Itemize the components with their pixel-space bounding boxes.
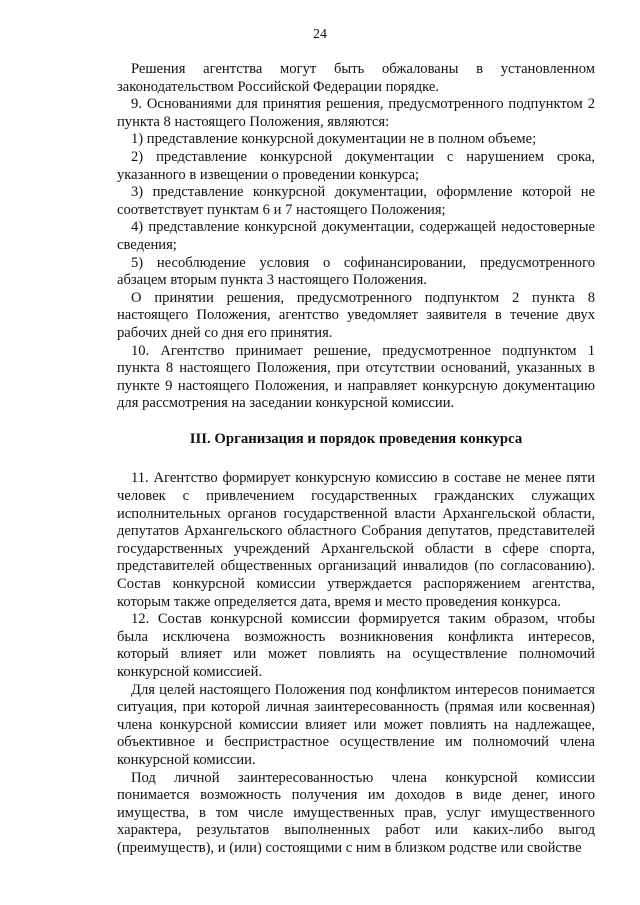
paragraph: Решения агентства могут быть обжалованы в установленном законодательством Российской Федерации порядке. [117,61,595,95]
document-body [117,61,595,858]
paragraph: Под личной заинтересованностью члена конкурсной комиссии понимается возможность получения им доходов в виде денег, иного имущества, в том числе имущественных прав, услуг имущественного характера, результатов выполненных работ или каких-либо выгод (преимуществ), и (или) состоящими с ним в близком родстве или свойстве [117,769,595,856]
paragraph: 12. Состав конкурсной комиссии формируется таким образом, чтобы была исключена возможность возникновения конфликта интересов, который влияет или может повлиять на осуществление полномочий конкурсной комиссией. [117,611,595,680]
list-item: 1) представление конкурсной документации не в полном объеме; [131,131,537,148]
paragraph: О принятии решения, предусмотренного подпунктом 2 пункта 8 настоящего Положения, агентство уведомляет заявителя в течение двух рабочих дней со дня его принятия. [117,289,595,341]
list-item: 3) представление конкурсной документации, оформление которой не соответствует пунктам 6 и 7 настоящего Положения; [117,184,595,218]
list-item: 5) несоблюдение условия о софинансировании, предусмотренного абзацем вторым пункта 3 настоящего Положения. [117,254,595,289]
section-heading: III. Организация и порядок проведения конкурса [189,430,523,447]
paragraph: 11. Агентство формирует конкурсную комиссию в составе не менее пяти человек с привлечением государственных гражданских служащих исполнительных органов государственной власти Архангельской области, депутатов Архангельского областного Собрания депутатов, представителей государственных учреждений Архангельской области в сфере спорта, представителей общественных организаций инвалидов (по согласованию). Состав конкурсной комиссии утверждается распоряжением агентства, которым также определяется дата, время и место проведения конкурса. [117,470,595,610]
paragraph: 10. Агентство принимает решение, предусмотренное подпунктом 1 пункта 8 настоящего Положения, при отсутствии оснований, указанных в пункте 9 настоящего Положения, и направляет конкурсную документацию для рассмотрения на заседании конкурсной комиссии. [117,342,595,412]
list-item: 4) представление конкурсной документации, содержащей недостоверные сведения; [117,219,595,253]
paragraph: Для целей настоящего Положения под конфликтом интересов понимается ситуация, при которой личная заинтересованность (прямая или косвенная) члена конкурсной комиссии влияет или может повлиять на надлежащее, объективное и беспристрастное осуществление им полномочий члена конкурсной комиссии. [117,681,595,768]
list-item: 2) представление конкурсной документации с нарушением срока, указанного в извещении о проведении конкурса; [117,148,595,183]
page-number: 24 [313,27,327,42]
paragraph: 9. Основаниями для принятия решения, предусмотренного подпунктом 2 пункта 8 настоящего Положения, являются: [117,96,595,130]
